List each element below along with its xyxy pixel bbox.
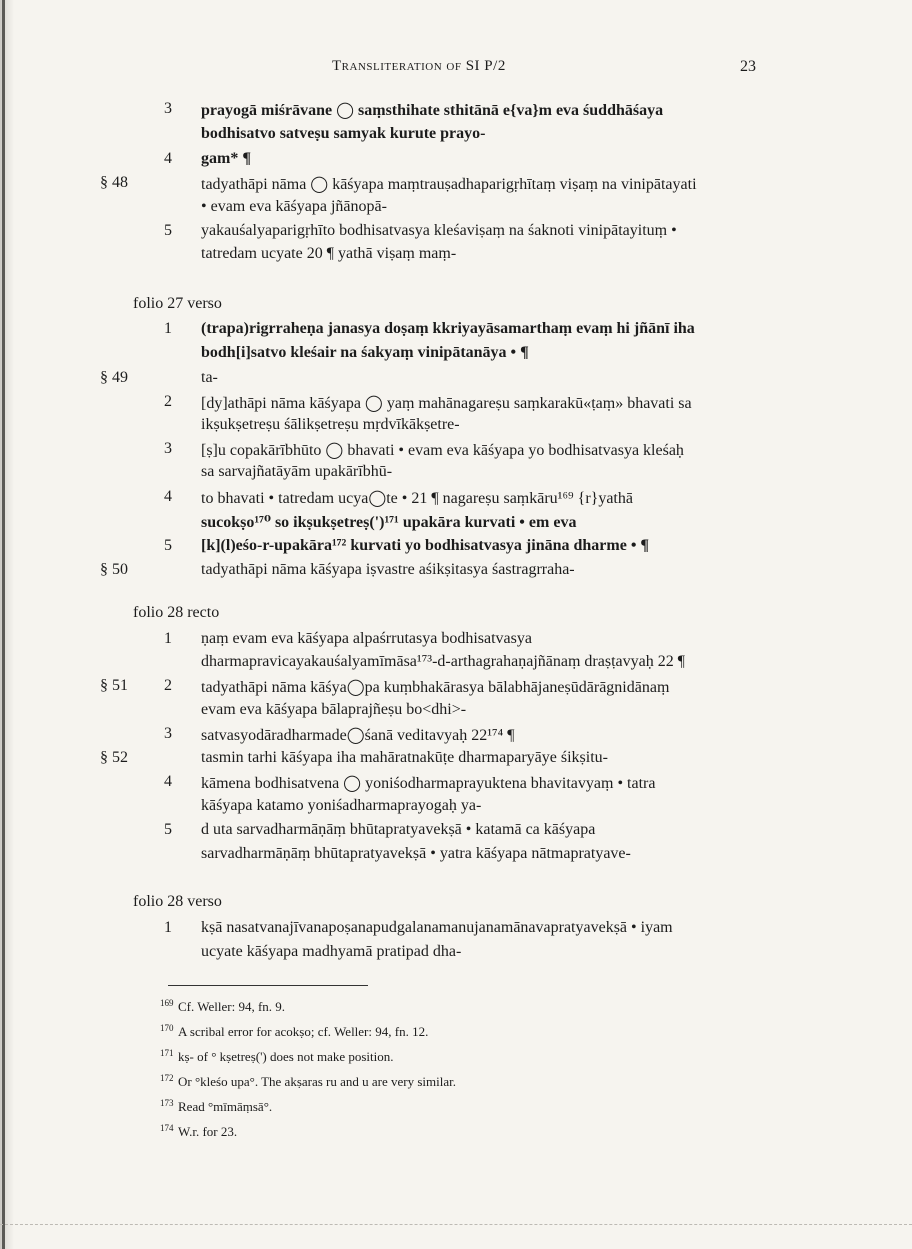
line-number: 2 xyxy=(164,393,172,410)
text-line xyxy=(100,243,800,269)
footnote-number: 174 xyxy=(160,1123,174,1133)
binding-edge-line xyxy=(2,0,5,1249)
footnote-text: Cf. Weller: 94, fn. 9. xyxy=(178,999,286,1014)
line-text: d uta sarvadharmāṇāṃ bhūtapratyavekṣā • katamā ca kāśyapa xyxy=(201,821,596,838)
text-line xyxy=(100,148,800,174)
footnote xyxy=(160,1073,780,1093)
line-text: [ṣ]u copakārībhūto ◯ bhavati • evam eva kāśyapa yo bodhisatvasya kleśaḥ xyxy=(201,442,684,459)
line-text: ikṣukṣetreṣu śālikṣetreṣu mṛdvīkākṣetre- xyxy=(201,416,460,433)
folio-heading: folio 27 verso xyxy=(133,295,222,312)
footnote-number: 171 xyxy=(160,1048,174,1058)
footnote-text: W.r. for 23. xyxy=(178,1124,238,1139)
line-number: 4 xyxy=(164,150,172,167)
text-line xyxy=(100,461,800,487)
line-text: tadyathāpi nāma ◯ kāśyapa maṃtrauṣadhaparigṛhītaṃ viṣaṃ na vinipātayati xyxy=(201,176,697,193)
line-number: 1 xyxy=(164,919,172,936)
text-line xyxy=(100,941,800,967)
text-line xyxy=(100,795,800,821)
line-text: tadyathāpi nāma kāśya◯pa kuṃbhakārasya bālabhājaneṣūdārāgnidānaṃ xyxy=(201,679,670,696)
footnote-number: 170 xyxy=(160,1023,174,1033)
line-text: ṇaṃ evam eva kāśyapa alpaśrrutasya bodhisatvasya xyxy=(201,630,532,647)
line-text: kṣā nasatvanajīvanapoṣanapudgalanamanujanamānavapratyavekṣā • iyam xyxy=(201,919,673,936)
text-line xyxy=(100,559,800,585)
text-line xyxy=(100,196,800,222)
line-number: 5 xyxy=(164,821,172,838)
text-line xyxy=(100,843,800,869)
text-line xyxy=(100,318,800,344)
page-bottom-edge xyxy=(0,1224,912,1226)
text-line xyxy=(100,342,800,368)
footnote-number: 172 xyxy=(160,1073,174,1083)
footnote xyxy=(160,1023,780,1043)
footnote-number: 173 xyxy=(160,1098,174,1108)
folio-heading: folio 28 recto xyxy=(133,604,220,621)
line-text: prayogā miśrāvane ◯ saṃsthihate sthitānā e{va}m eva śuddhāśaya xyxy=(201,102,664,119)
footnote xyxy=(160,1123,780,1143)
text-line xyxy=(100,535,800,561)
section-marker: § 52 xyxy=(100,749,128,766)
line-number: 2 xyxy=(164,677,172,694)
text-line xyxy=(100,747,800,773)
footnote-text: Read °mīmāṃsā°. xyxy=(178,1099,273,1114)
text-line xyxy=(100,651,800,677)
line-number: 3 xyxy=(164,725,172,742)
line-text: bodhisatvo satveṣu samyak kurute prayo- xyxy=(201,125,486,142)
line-text: satvasyodāradharmade◯śanā veditavyaḥ 22¹⁷⁴ ¶ xyxy=(201,727,515,744)
line-number: 3 xyxy=(164,100,172,117)
line-text: (trapa)rigrraheṇa janasya doṣaṃ kkriyayāsamarthaṃ evaṃ hi jñānī iha xyxy=(201,320,695,337)
text-line xyxy=(100,510,800,536)
line-text: yakauśalyaparigṛhīto bodhisatvasya kleśaviṣaṃ na śaknoti vinipātayituṃ • xyxy=(201,222,677,239)
line-text: kāmena bodhisatvena ◯ yoniśodharmaprayuktena bhavitavyaṃ • tatra xyxy=(201,775,656,792)
line-text: • evam eva kāśyapa jñānopā- xyxy=(201,198,387,215)
line-text: to bhavati • tatredam ucya◯te • 21 ¶ nagareṣu saṃkāru¹⁶⁹ {r}yathā xyxy=(201,490,633,507)
line-text: ta- xyxy=(201,369,218,386)
footnote-number: 169 xyxy=(160,998,174,1008)
line-text: dharmapravicayakauśalyamīmāsa¹⁷³-d-arthagrahaṇajñānaṃ draṣṭavyaḥ 22 ¶ xyxy=(201,653,685,670)
footnote-text: Or °kleśo upa°. The akṣaras ru and u are very similar. xyxy=(178,1074,457,1089)
line-number: 1 xyxy=(164,630,172,647)
line-text: sa sarvajñatāyām upakārībhū- xyxy=(201,463,393,480)
line-text: sucokṣo¹⁷⁰ so ikṣukṣetreṣ(')¹⁷¹ upakāra kurvati • em eva xyxy=(201,514,577,531)
footnote-text: kṣ- of ° kṣetreṣ(') does not make position. xyxy=(178,1049,394,1064)
line-number: 4 xyxy=(164,488,172,505)
section-marker: § 48 xyxy=(100,174,128,191)
line-text: tatredam ucyate 20 ¶ yathā viṣaṃ maṃ- xyxy=(201,245,457,262)
footnote xyxy=(160,998,780,1018)
line-text: [k](l)eśo-r-upakāra¹⁷² kurvati yo bodhisatvasya jināna dharme • ¶ xyxy=(201,537,650,554)
line-number: 3 xyxy=(164,440,172,457)
text-line xyxy=(100,486,800,512)
line-text: bodh[i]satvo kleśair na śakyaṃ vinipātanāya • ¶ xyxy=(201,344,529,361)
text-line xyxy=(100,414,800,440)
section-marker: § 50 xyxy=(100,561,128,578)
text-line xyxy=(100,172,800,198)
running-head: Transliteration of SI P/2 xyxy=(332,58,506,74)
footnote xyxy=(160,1048,780,1068)
section-marker: § 49 xyxy=(100,369,128,386)
line-text: tadyathāpi nāma kāśyapa iṣvastre aśikṣitasya śastragrraha- xyxy=(201,561,575,578)
line-text: kāśyapa katamo yoniśadharmaprayogaḥ ya- xyxy=(201,797,482,814)
footnote xyxy=(160,1098,780,1118)
text-line xyxy=(100,675,800,701)
text-line xyxy=(100,98,800,124)
line-text: gam* ¶ xyxy=(201,150,251,167)
line-number: 1 xyxy=(164,320,172,337)
section-marker: § 51 xyxy=(100,677,128,694)
page-number: 23 xyxy=(740,58,756,75)
line-number: 4 xyxy=(164,773,172,790)
line-text: tasmin tarhi kāśyapa iha mahāratnakūṭe dharmaparyāye śikṣitu- xyxy=(201,749,608,766)
line-text: evam eva kāśyapa bālaprajñeṣu bo<dhi>- xyxy=(201,701,467,718)
text-line xyxy=(100,723,800,749)
text-line xyxy=(100,819,800,845)
text-line xyxy=(100,699,800,725)
footnote-rule xyxy=(168,985,368,986)
text-line xyxy=(100,771,800,797)
text-line xyxy=(100,917,800,943)
footnote-text: A scribal error for acokṣo; cf. Weller: 94, fn. 12. xyxy=(178,1024,429,1039)
line-text: sarvadharmāṇāṃ bhūtapratyavekṣā • yatra kāśyapa nātmapratyave- xyxy=(201,845,631,862)
line-text: ucyate kāśyapa madhyamā pratipad dha- xyxy=(201,943,462,960)
line-text: [dy]athāpi nāma kāśyapa ◯ yaṃ mahānagareṣu saṃkarakū«ṭaṃ» bhavati sa xyxy=(201,395,692,412)
line-number: 5 xyxy=(164,222,172,239)
text-line xyxy=(100,123,800,149)
text-line xyxy=(100,367,800,393)
line-number: 5 xyxy=(164,537,172,554)
folio-heading: folio 28 verso xyxy=(133,893,222,910)
